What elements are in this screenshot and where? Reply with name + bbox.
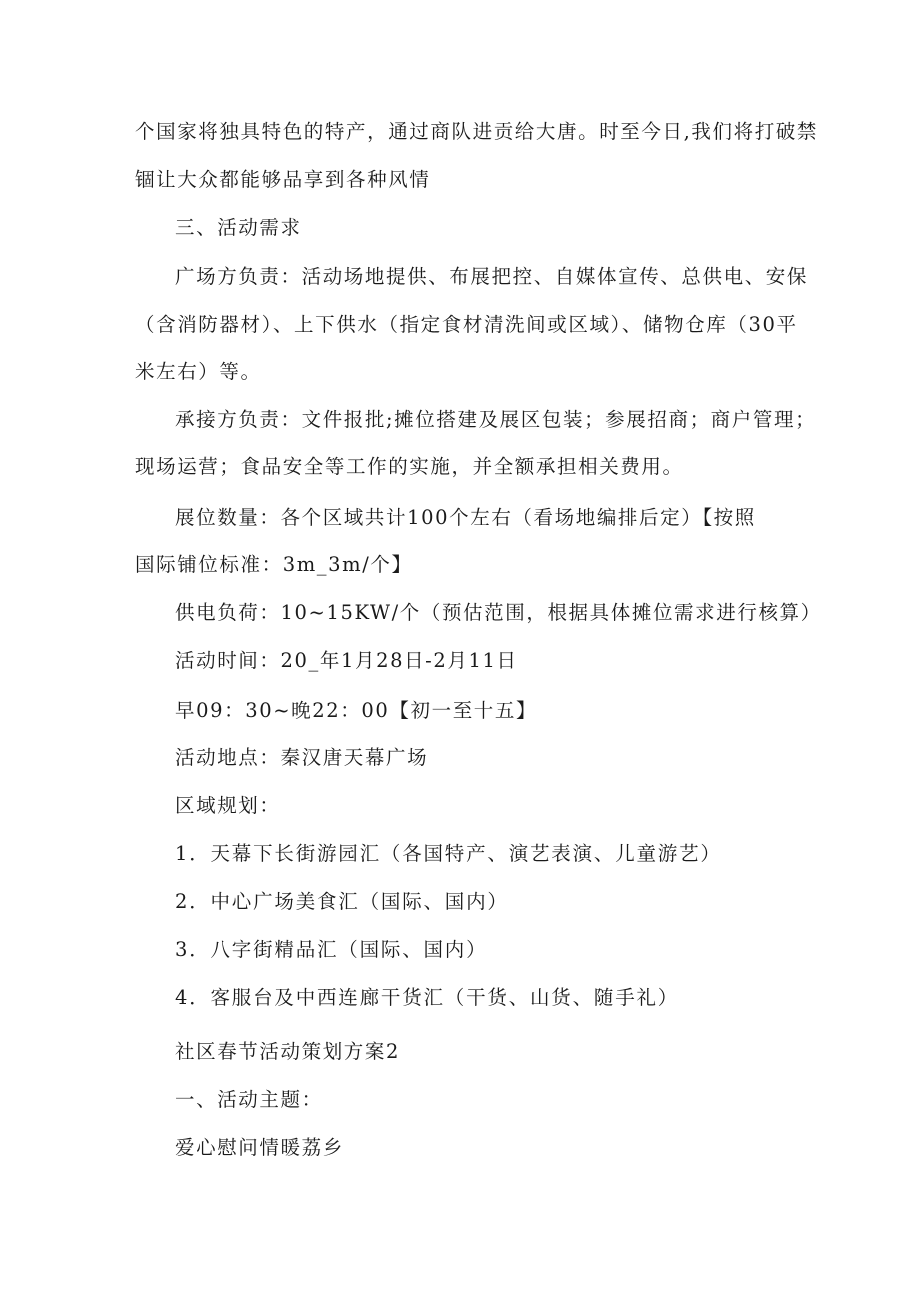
activity-hours: 早09：30~晚22：00【初一至十五】 [175,699,538,722]
activity-date: 活动时间：20_年1月28日-2月11日 [175,649,518,672]
zone-item-3: 3．八字街精品汇（国际、国内） [175,938,488,961]
booth-count-line-2: 国际铺位标准：3m_3m/个】 [135,553,413,576]
section2-heading-theme: 一、活动主题： [175,1088,323,1111]
paragraph-intro-line-2: 锢让大众都能够品享到各种风情 [135,168,431,191]
activity-location: 活动地点：秦汉唐天幕广场 [175,746,429,769]
section-heading-activity-requirements: 三、活动需求 [175,216,302,239]
contractor-responsibility-line-2: 现场运营；食品安全等工作的实施，并全额承担相关费用。 [135,455,684,478]
zone-item-4: 4．客服台及中西连廊干货汇（干货、山货、随手礼） [175,986,680,1009]
plaza-responsibility-line-2: （含消防器材）、上下供水（指定食材清洗间或区域）、储物仓库（30平 [135,313,798,336]
plaza-responsibility-line-3: 米左右）等。 [135,360,262,383]
plaza-responsibility-line-1: 广场方负责：活动场地提供、布展把控、自媒体宣传、总供电、安保 [175,265,809,288]
section2-title: 社区春节活动策划方案2 [175,1040,401,1063]
zone-planning-label: 区域规划： [175,794,281,817]
paragraph-intro-line-1: 个国家将独具特色的特产，通过商队进贡给大唐。时至今日,我们将打破禁 [135,120,818,143]
power-load: 供电负荷：10~15KW/个（预估范围，根据具体摊位需求进行核算） [175,601,822,624]
zone-item-1: 1．天幕下长街游园汇（各国特产、演艺表演、儿童游艺） [175,842,722,865]
booth-count-line-1: 展位数量：各个区域共计100个左右（看场地编排后定）【按照 [175,506,756,529]
contractor-responsibility-line-1: 承接方负责：文件报批;摊位搭建及展区包装；参展招商；商户管理； [175,408,817,431]
section2-theme-text: 爱心慰问情暖荔乡 [175,1136,344,1159]
zone-item-2: 2．中心广场美食汇（国际、国内） [175,890,509,913]
